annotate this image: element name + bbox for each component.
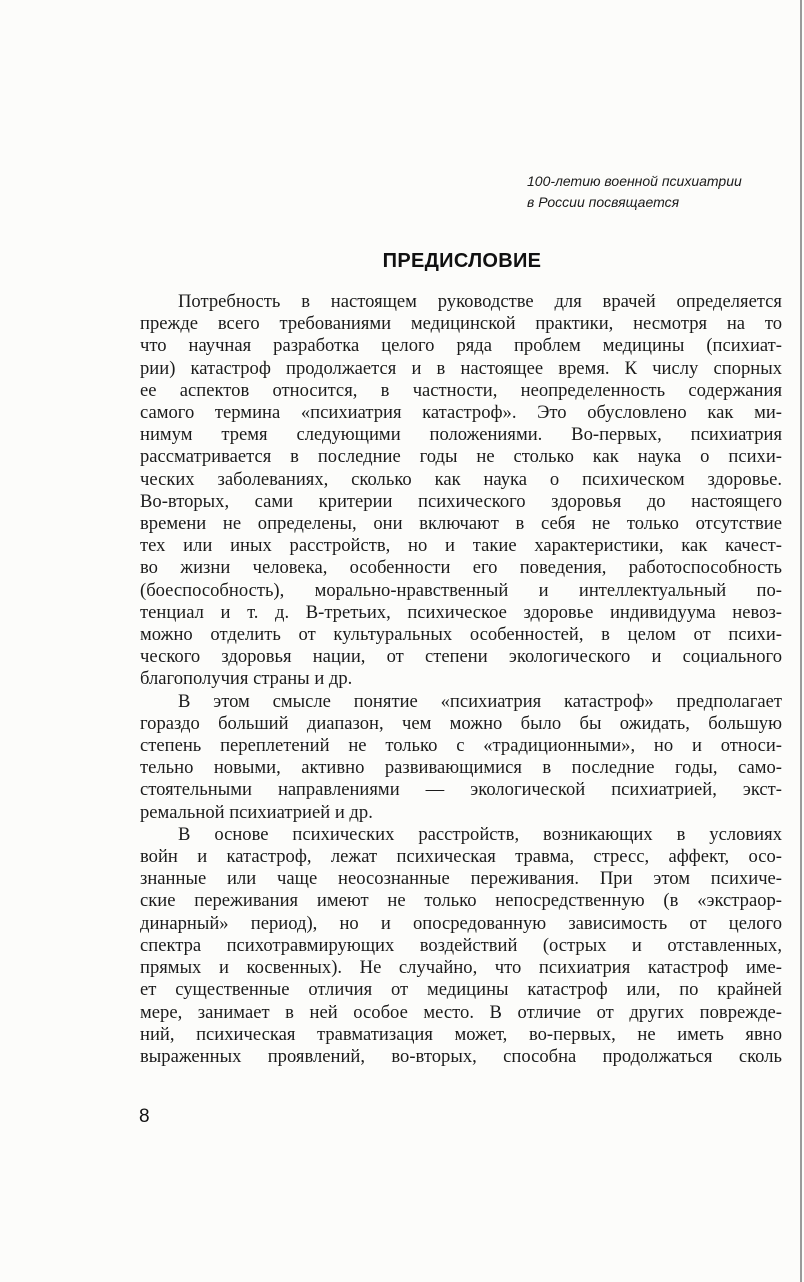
text-line: тех или иных расстройств, но и такие характеристики, как качест-	[140, 535, 782, 557]
text-line: ее аспектов относится, в частности, неопределенность содержания	[140, 379, 782, 401]
text-line: В основе психических расстройств, возникающих в условиях	[178, 823, 782, 845]
scan-edge	[800, 0, 802, 1282]
text-line: спектра психотравмирующих воздействий (острых и отставленных,	[140, 934, 782, 956]
text-line: прямых и косвенных). Не случайно, что психиатрия катастроф име-	[140, 957, 782, 979]
text-line: рассматривается в последние годы не столько как наука о психи-	[140, 446, 782, 468]
paragraph	[140, 824, 782, 1068]
text-line: благополучия страны и др.	[140, 668, 353, 690]
text-line: ремальной психиатрией и др.	[140, 801, 373, 823]
text-line: ческого здоровья нации, от степени экологического и социального	[140, 646, 782, 668]
text-line: гораздо больший диапазон, чем можно было бы ожидать, большую	[140, 712, 782, 734]
epigraph-line: в России посвящается	[527, 194, 680, 210]
text-line: выраженных проявлений, во-вторых, способна продолжаться сколь	[140, 1045, 782, 1067]
text-line: динарный» период), но и опосредованную зависимость от целого	[140, 912, 782, 934]
paragraph	[140, 291, 782, 691]
text-line: времени не определены, они включают в себя не только отсутствие	[140, 513, 782, 535]
text-line: ет существенные отличия от медицины катастроф или, по крайней	[140, 979, 782, 1001]
epigraph	[527, 171, 742, 213]
text-line: ские переживания имеют не только непосредственную (в «экстраор-	[140, 890, 782, 912]
page-title: ПРЕДИСЛОВИЕ	[382, 250, 542, 272]
text-line: можно отделить от культуральных особенностей, в целом от психи-	[140, 624, 782, 646]
text-line: тенциал и т. д. В-третьих, психическое здоровье индивидуума невоз-	[140, 601, 782, 623]
text-line: тельно новыми, активно развивающимися в последние годы, само-	[140, 757, 782, 779]
text-line: степень переплетений не только с «традиционными», но и относи-	[140, 735, 782, 757]
text-line: ческих заболеваниях, сколько как наука о психическом здоровье.	[140, 468, 782, 490]
text-line: Во-вторых, сами критерии психического здоровья до настоящего	[140, 490, 782, 512]
epigraph-line: 100-летию военной психиатрии	[527, 173, 742, 189]
paragraph	[140, 691, 782, 824]
text-line: В этом смысле понятие «психиатрия катастроф» предполагает	[178, 690, 782, 712]
text-line: что научная разработка целого ряда проблем медицины (психиат-	[140, 335, 782, 357]
text-line: знанные или чаще неосознанные переживания. При этом психиче-	[140, 868, 782, 890]
text-line: Потребность в настоящем руководстве для врачей определяется	[178, 291, 782, 312]
body-text	[140, 291, 782, 1068]
text-line: прежде всего требованиями медицинской практики, несмотря на то	[140, 313, 782, 335]
text-line: стоятельными направлениями — экологической психиатрией, экст-	[140, 779, 782, 801]
text-line: мере, занимает в ней особое место. В отличие от других поврежде-	[140, 1001, 782, 1023]
text-line: нимум тремя следующими положениями. Во-первых, психиатрия	[140, 424, 782, 446]
text-line: рии) катастроф продолжается и в настоящее время. К числу спорных	[140, 357, 782, 379]
text-line: во жизни человека, особенности его поведения, работоспособность	[140, 557, 782, 579]
text-line: ний, психическая травматизация может, во-первых, не иметь явно	[140, 1023, 782, 1045]
text-line: (боеспособность), морально-нравственный и интеллектуальный по-	[140, 579, 782, 601]
page-number: 8	[139, 1106, 150, 1127]
text-line: самого термина «психиатрия катастроф». Это обусловлено как ми-	[140, 402, 782, 424]
text-line: войн и катастроф, лежат психическая травма, стресс, аффект, осо-	[140, 846, 782, 868]
